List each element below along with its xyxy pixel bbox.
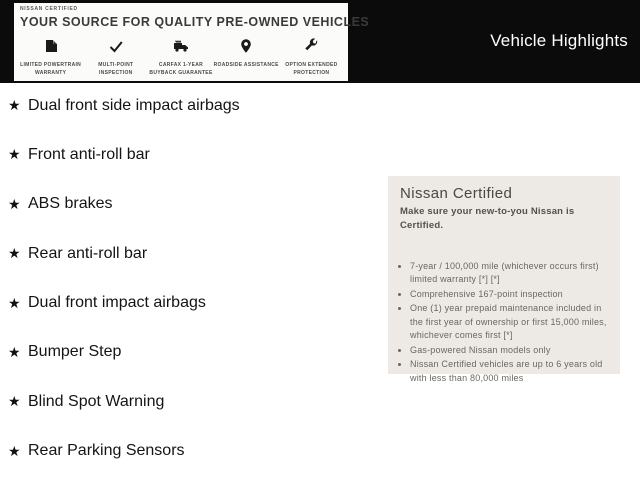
feature-label: ABS brakes [28, 195, 113, 213]
benefit-row [18, 38, 344, 77]
feature-label: Dual front side impact airbags [28, 96, 240, 114]
feature-list [8, 97, 240, 480]
star-bullet-icon: ★ [8, 294, 21, 311]
feature-label: Blind Spot Warning [28, 392, 165, 410]
feature-list-item [8, 146, 240, 163]
card-bullet-item: • Nissan Certified vehicles are up to 6 years old with less than 80,000 miles [410, 358, 608, 385]
card-bullet-list [410, 260, 608, 386]
page-title: Vehicle Highlights [490, 31, 628, 50]
feature-label: Rear Parking Sensors [28, 442, 185, 460]
benefit-label: OPTION EXTENDED PROTECTION [285, 62, 338, 76]
banner-headline: YOUR SOURCE FOR QUALITY PRE-OWNED VEHICLES [20, 15, 370, 29]
benefit-item [18, 38, 83, 77]
feature-label: Front anti-roll bar [28, 145, 150, 163]
feature-list-item [8, 443, 240, 460]
benefit-item [279, 38, 344, 77]
certified-banner [0, 0, 640, 83]
feature-list-item [8, 97, 240, 114]
star-bullet-icon: ★ [8, 245, 21, 262]
certified-banner-card [14, 3, 370, 81]
feature-label: Dual front impact airbags [28, 294, 206, 312]
checkmark-icon [108, 38, 124, 54]
benefit-item [83, 38, 148, 77]
benefit-item [214, 38, 279, 77]
star-bullet-icon: ★ [8, 393, 21, 410]
feature-list-item [8, 344, 240, 361]
benefit-label: CARFAX 1-YEAR BUYBACK GUARANTEE [149, 62, 213, 76]
benefit-label: LIMITED POWERTRAIN WARRANTY [20, 62, 82, 76]
feature-label: Bumper Step [28, 343, 122, 361]
certificate-icon [43, 38, 59, 54]
truck-icon [173, 38, 189, 54]
feature-list-item [8, 393, 240, 410]
star-bullet-icon: ★ [8, 343, 21, 360]
card-bullet-item: • 7-year / 100,000 mile (whichever occurs first) limited warranty [*] [*] [410, 260, 608, 287]
card-subtitle: Make sure your new-to-you Nissan is Certified. [400, 206, 575, 232]
benefit-label: MULTI-POINT INSPECTION [98, 62, 134, 76]
wrench-icon [303, 38, 319, 54]
star-bullet-icon: ★ [8, 195, 21, 212]
feature-list-item [8, 196, 240, 213]
feature-label: Rear anti-roll bar [28, 244, 148, 262]
map-pin-icon [238, 38, 254, 54]
star-bullet-icon: ★ [8, 442, 21, 459]
card-title: Nissan Certified [400, 185, 513, 202]
benefit-label: ROADSIDE ASSISTANCE [213, 62, 279, 68]
card-bullet-item: • Gas-powered Nissan models only [410, 344, 608, 358]
nissan-certified-card [388, 176, 620, 383]
star-bullet-icon: ★ [8, 97, 21, 113]
star-bullet-icon: ★ [8, 146, 21, 163]
benefit-item [148, 38, 213, 77]
card-bullet-item: • One (1) year prepaid maintenance included in the first year of ownership or first 15,000 miles, whichever comes first [*] [410, 302, 608, 343]
feature-list-item [8, 295, 240, 312]
card-bullet-item: • Comprehensive 167-point inspection [410, 288, 608, 302]
feature-list-item [8, 245, 240, 262]
nissan-certified-badge-label: NISSAN CERTIFIED [20, 6, 78, 12]
